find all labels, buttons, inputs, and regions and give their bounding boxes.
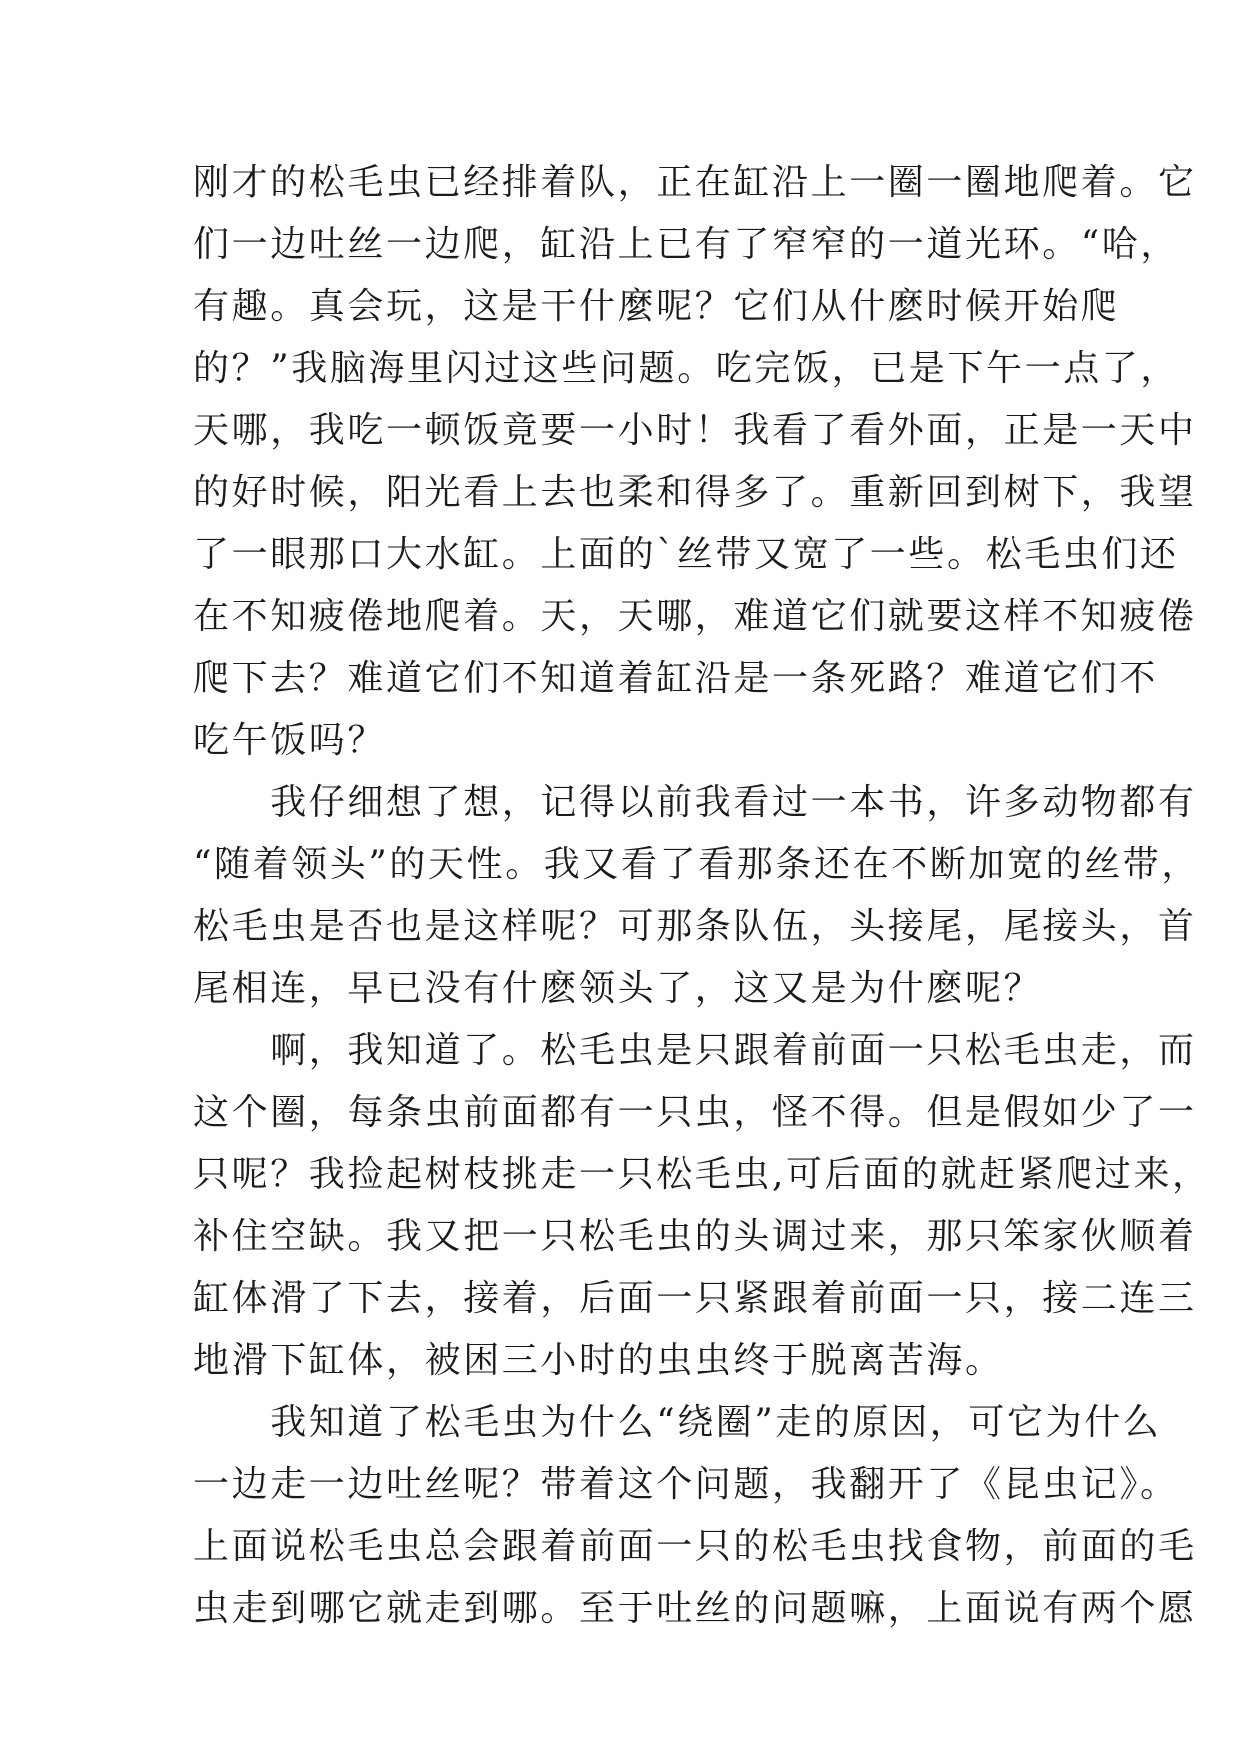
- text-line: 了一眼那口大水缸。上面的`丝带又宽了一些。松毛虫们还: [193, 534, 1179, 575]
- body-text: [193, 152, 1211, 1640]
- text-line: 补住空缺。我又把一只松毛虫的头调过来，那只笨家伙顺着: [193, 1216, 1197, 1257]
- text-line: 爬下去？难道它们不知道着缸沿是一条死路？难道它们不: [193, 658, 1159, 699]
- text-line: 上面说松毛虫总会跟着前面一只的松毛虫找食物，前面的毛: [193, 1526, 1197, 1567]
- text-line: 的？”我脑海里闪过这些问题。吃完饭，已是下午一点了，: [193, 348, 1180, 389]
- text-line: 天哪，我吃一顿饭竟要一小时！我看了看外面，正是一天中: [193, 410, 1197, 451]
- text-line: 虫走到哪它就走到哪。至于吐丝的问题嘛，上面说有两个愿: [193, 1588, 1197, 1629]
- text-line: 有趣。真会玩，这是干什麼呢？它们从什麽时候开始爬: [193, 286, 1120, 327]
- text-line: 的好时候，阳光看上去也柔和得多了。重新回到树下，我望: [193, 472, 1197, 513]
- text-line: 这个圈，每条虫前面都有一只虫，怪不得。但是假如少了一: [193, 1092, 1197, 1133]
- text-line: 缸体滑了下去，接着，后面一只紧跟着前面一只，接二连三: [193, 1278, 1197, 1319]
- text-line: 松毛虫是否也是这样呢？可那条队伍，头接尾，尾接头，首: [193, 906, 1197, 947]
- text-line: 地滑下缸体，被困三小时的虫虫终于脱离苦海。: [193, 1340, 1004, 1381]
- text-line: 一边走一边吐丝呢？带着这个问题，我翻开了《昆虫记》。: [193, 1464, 1179, 1505]
- text-line: 只呢？我捡起树枝挑走一只松毛虫,可后面的就赶紧爬过来，: [193, 1154, 1211, 1195]
- text-line: 我知道了松毛虫为什么“绕圈”走的原因，可它为什么: [193, 1402, 1162, 1443]
- text-line: 吃午饭吗？: [193, 720, 387, 761]
- text-line: 刚才的松毛虫已经排着队，正在缸沿上一圈一圈地爬着。它: [193, 162, 1197, 203]
- text-line: 尾相连，早已没有什麽领头了，这又是为什麽呢？: [193, 968, 1043, 1009]
- text-line: 啊，我知道了。松毛虫是只跟着前面一只松毛虫走，而: [193, 1030, 1197, 1071]
- text-line: 们一边吐丝一边爬，缸沿上已有了窄窄的一道光环。“哈，: [193, 224, 1180, 265]
- text-line: 我仔细想了想，记得以前我看过一本书，许多动物都有: [193, 782, 1197, 823]
- text-line: 在不知疲倦地爬着。天，天哪，难道它们就要这样不知疲倦: [193, 596, 1197, 637]
- text-line: “随着领头”的天性。我又看了看那条还在不断加宽的丝带，: [193, 844, 1201, 885]
